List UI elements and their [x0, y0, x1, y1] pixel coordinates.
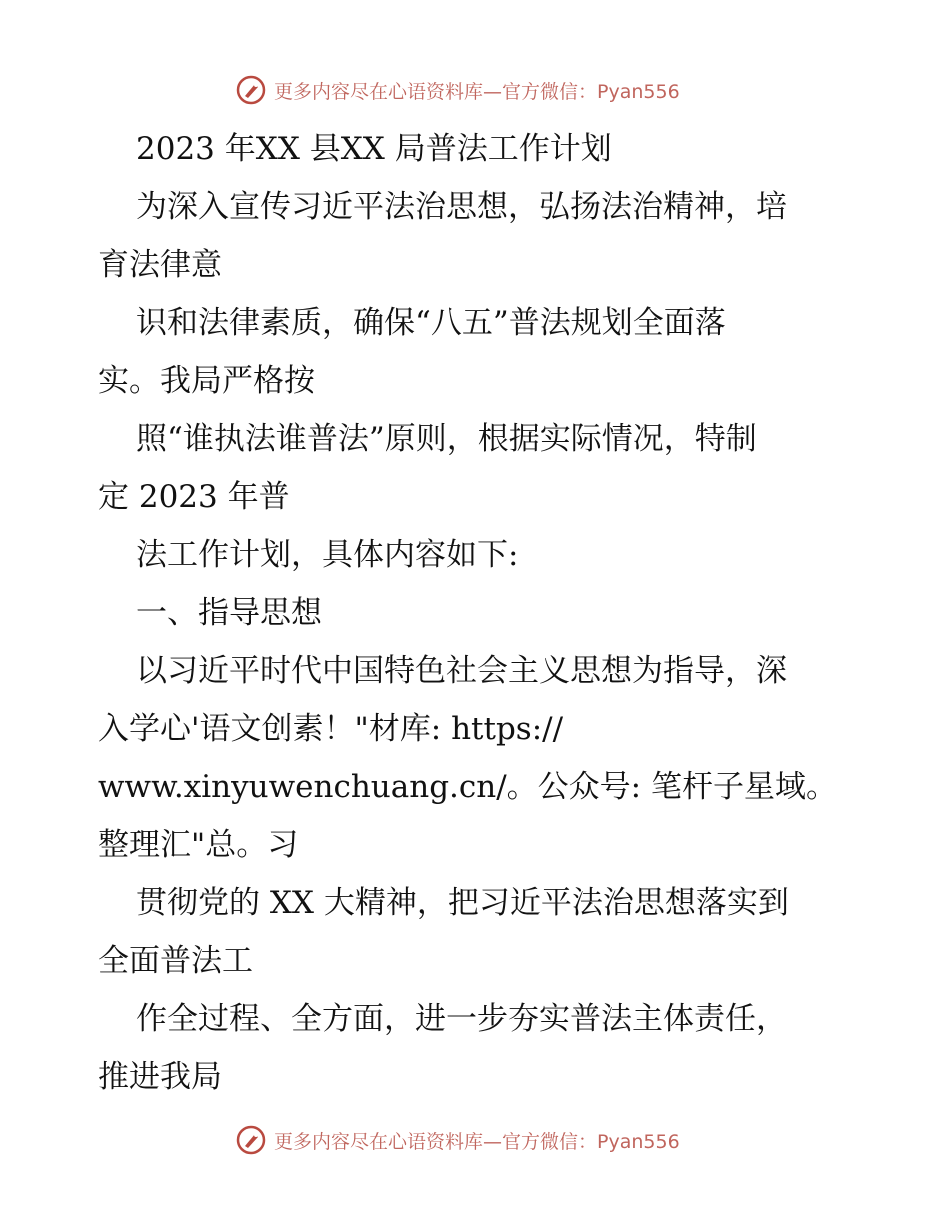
- pen-nib-logo-icon: [236, 75, 266, 105]
- paragraph-line: 实。我局严格按: [98, 363, 315, 399]
- paragraph-line: 法工作计划，具体内容如下:: [136, 537, 519, 573]
- paragraph-line: 贯彻党的 XX 大精神，把习近平法治思想落实到: [136, 885, 789, 921]
- footer-watermark-banner: [236, 1122, 716, 1158]
- paragraph-line: 为深入宣传习近平法治思想，弘扬法治精神，培: [136, 189, 787, 225]
- pen-nib-logo-icon: [236, 1125, 266, 1155]
- paragraph-line: 全面普法工: [98, 943, 253, 979]
- banner-text: 更多内容尽在心语资料库—官方微信：Pyan556: [274, 80, 680, 103]
- paragraph-line: 入学心'语文创素！"材库: https://: [98, 711, 564, 747]
- paragraph-line: 定 2023 年普: [98, 479, 290, 515]
- paragraph-line: 以习近平时代中国特色社会主义思想为指导，深: [136, 653, 787, 689]
- paragraph-line: 识和法律素质，确保“八五”普法规划全面落: [136, 305, 726, 341]
- document-title: 2023 年XX 县XX 局普法工作计划: [136, 131, 612, 167]
- paragraph-line: 推进我局: [98, 1059, 222, 1095]
- document-body: [0, 120, 950, 1106]
- paragraph-line: 育法律意: [98, 247, 222, 283]
- banner-text: 更多内容尽在心语资料库—官方微信：Pyan556: [274, 1130, 680, 1153]
- paragraph-line: 照“谁执法谁普法”原则，根据实际情况，特制: [136, 421, 757, 457]
- section-heading: 一、指导思想: [136, 595, 322, 631]
- paragraph-line: 作全过程、全方面，进一步夯实普法主体责任，: [136, 1001, 787, 1037]
- paragraph-line: www.xinyuwenchuang.cn/。公众号: 笔杆子星域。: [98, 769, 837, 805]
- header-watermark-banner: [236, 72, 716, 108]
- paragraph-line: 整理汇"总。习: [98, 827, 299, 863]
